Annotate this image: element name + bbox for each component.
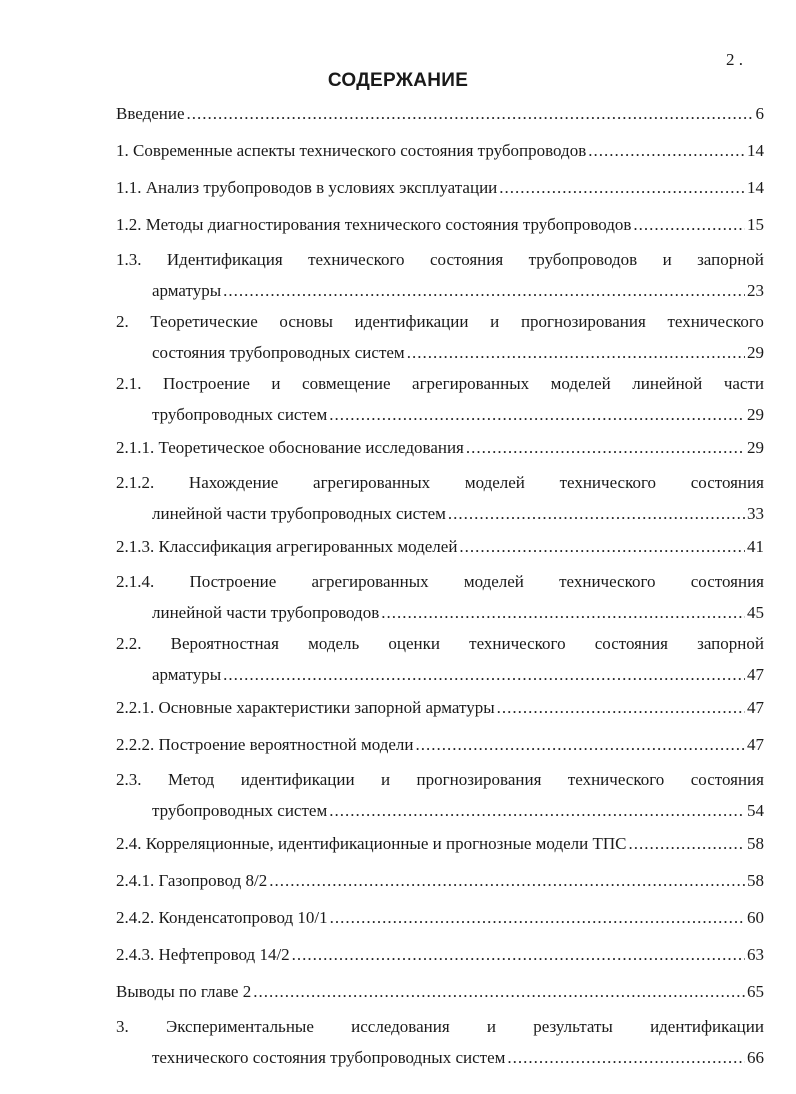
toc-entry-title: технического состояния трубопроводных систем — [152, 1048, 506, 1067]
toc-entry-title: 2.4. Корреляционные, идентификационные и прогнозные модели ТПС — [116, 834, 627, 853]
toc-entry — [116, 432, 764, 467]
toc-entry — [116, 467, 764, 529]
toc-entry-title: Выводы по главе 2 — [116, 982, 252, 1001]
toc-entry-title: 2.1.4. Построение агрегированных моделей технического состояния — [116, 572, 764, 591]
toc-entry — [116, 764, 764, 826]
toc-entry-page: 58 — [747, 871, 764, 890]
toc-entry-page: 29 — [747, 405, 764, 424]
toc-entry-title: состояния трубопроводных систем — [152, 343, 405, 362]
dot-leader — [381, 597, 745, 628]
page-title: СОДЕРЖАНИЕ — [327, 70, 469, 91]
toc-entry-page: 60 — [747, 908, 764, 927]
toc-entry-title: арматуры — [152, 281, 222, 300]
dot-leader — [497, 692, 745, 723]
toc-entry-page: 54 — [747, 801, 764, 820]
toc-entry-title: 2.1.1. Теоретическое обоснование исследования — [116, 438, 464, 457]
toc-entry — [116, 692, 764, 727]
toc-entry-page: 29 — [747, 343, 764, 362]
dot-leader — [459, 531, 745, 562]
toc-entry-title: 1.3. Идентификация технического состояния трубопроводов и запорной — [116, 250, 764, 269]
toc-entry-page: 29 — [747, 438, 764, 457]
table-of-contents — [116, 96, 764, 1073]
toc-entry-title: трубопроводных систем — [152, 405, 328, 424]
toc-entry-title: 2.1.2. Нахождение агрегированных моделей технического состояния — [116, 473, 764, 492]
toc-entry-title: 1. Современные аспекты технического состояния трубопроводов — [116, 141, 587, 160]
toc-entry — [116, 209, 764, 244]
toc-entry-title: 1.1. Анализ трубопроводов в условиях эксплуатации — [116, 178, 498, 197]
toc-entry-title: 2.4.3. Нефтепровод 14/2 — [116, 945, 290, 964]
toc-entry-title: 1.2. Методы диагностирования технического состояния трубопроводов — [116, 215, 632, 234]
toc-entry-title: 2.2.1. Основные характеристики запорной арматуры — [116, 698, 495, 717]
toc-entry-title: 2.2. Вероятностная модель оценки технического состояния запорной — [116, 634, 764, 653]
toc-entry-title: 2.4.2. Конденсатопровод 10/1 — [116, 908, 328, 927]
toc-entry — [116, 976, 764, 1011]
toc-entry-page: 23 — [747, 281, 764, 300]
toc-entry-title: Введение — [116, 104, 185, 123]
toc-entry-title: 2. Теоретические основы идентификации и прогнозирования технического — [116, 312, 764, 331]
toc-entry-page: 63 — [747, 945, 764, 964]
dot-leader — [329, 795, 745, 826]
dot-leader — [223, 659, 745, 690]
toc-entry — [116, 865, 764, 900]
dot-leader — [416, 729, 745, 760]
dot-leader — [448, 498, 745, 529]
toc-entry-title: 3. Экспериментальные исследования и результаты идентификации — [116, 1017, 764, 1036]
dot-leader — [588, 135, 745, 166]
dot-leader — [633, 209, 745, 240]
toc-entry — [116, 939, 764, 974]
dot-leader — [407, 337, 745, 368]
toc-entry-title: 2.4.1. Газопровод 8/2 — [116, 871, 268, 890]
dot-leader — [628, 828, 745, 859]
toc-entry-title: 2.1. Построение и совмещение агрегированных моделей линейной части — [116, 374, 764, 393]
toc-entry — [116, 729, 764, 764]
toc-entry-title: 2.1.3. Классификация агрегированных моделей — [116, 537, 458, 556]
toc-entry-title: арматуры — [152, 665, 222, 684]
dot-leader — [253, 976, 745, 1007]
toc-entry-page: 65 — [747, 982, 764, 1001]
toc-entry — [116, 306, 764, 368]
toc-entry-page: 14 — [747, 178, 764, 197]
dot-leader — [292, 939, 745, 970]
toc-entry-page: 45 — [747, 603, 764, 622]
toc-entry — [116, 244, 764, 306]
toc-entry — [116, 368, 764, 430]
toc-entry — [116, 531, 764, 566]
toc-entry — [116, 628, 764, 690]
toc-entry — [116, 1011, 764, 1073]
dot-leader — [330, 902, 745, 933]
toc-entry-page: 14 — [747, 141, 764, 160]
toc-entry-page: 66 — [747, 1048, 764, 1067]
toc-entry-page: 47 — [747, 735, 764, 754]
toc-entry-title: линейной части трубопроводных систем — [152, 504, 446, 523]
toc-entry-title: трубопроводных систем — [152, 801, 328, 820]
dot-leader — [499, 172, 745, 203]
toc-entry — [116, 98, 764, 133]
toc-entry-page: 15 — [747, 215, 764, 234]
page-number: 2 . — [726, 50, 743, 69]
toc-entry — [116, 135, 764, 170]
toc-entry — [116, 828, 764, 863]
toc-entry-title: 2.2.2. Построение вероятностной модели — [116, 735, 414, 754]
dot-leader — [187, 98, 754, 129]
toc-entry-page: 47 — [747, 665, 764, 684]
toc-entry-title: 2.3. Метод идентификации и прогнозирования технического состояния — [116, 770, 764, 789]
toc-entry — [116, 172, 764, 207]
dot-leader — [269, 865, 745, 896]
toc-entry-title: линейной части трубопроводов — [152, 603, 380, 622]
toc-entry-page: 47 — [747, 698, 764, 717]
toc-entry — [116, 566, 764, 628]
dot-leader — [329, 399, 745, 430]
dot-leader — [466, 432, 745, 463]
toc-entry-page: 33 — [747, 504, 764, 523]
dot-leader — [507, 1042, 745, 1073]
toc-entry — [116, 902, 764, 937]
toc-entry-page: 58 — [747, 834, 764, 853]
dot-leader — [223, 275, 745, 306]
toc-entry-page: 6 — [755, 104, 764, 123]
toc-entry-page: 41 — [747, 537, 764, 556]
